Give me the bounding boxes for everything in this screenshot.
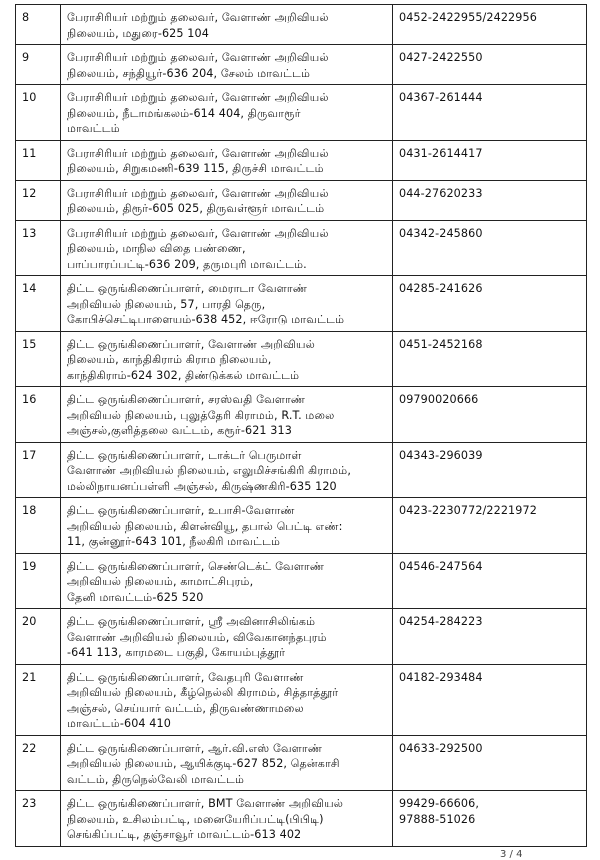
address-line: அஞ்சல்,குளித்தலை வட்டம், கரூர்-621 313 xyxy=(67,424,292,437)
address-line: திட்ட ஒருங்கிணைப்பாளர், ஸ்ரீ அவினாசிலிங்கம் xyxy=(67,615,316,628)
address-cell xyxy=(61,387,393,443)
address-cell xyxy=(61,791,393,847)
address-cell xyxy=(61,85,393,141)
phone-cell xyxy=(393,609,587,665)
phone-cell xyxy=(393,331,587,387)
table-row xyxy=(16,140,587,180)
table-row xyxy=(16,331,587,387)
phone-number: 044-27620233 xyxy=(399,186,483,200)
page-number: 3 / 4 xyxy=(500,849,523,860)
address-line: நிலையம், மதுரை-625 104 xyxy=(67,26,209,40)
address-cell xyxy=(61,331,393,387)
table-row xyxy=(16,664,587,735)
address-line: தேனி மாவட்டம்-625 520 xyxy=(67,590,204,604)
table-row xyxy=(16,609,587,665)
address-cell xyxy=(61,140,393,180)
address-line: பேராசிரியர் மற்றும் தலைவர், வேளாண் அறிவியல் xyxy=(67,146,329,160)
address-line: மாவட்டம்-604 410 xyxy=(67,717,171,730)
phone-cell xyxy=(393,735,587,791)
row-number: 13 xyxy=(16,220,61,276)
phone-cell xyxy=(393,498,587,554)
table-row xyxy=(16,45,587,85)
address-line: பேராசிரியர் மற்றும் தலைவர், வேளாண் அறிவியல் xyxy=(67,51,329,64)
address-line: பேராசிரியர் மற்றும் தலைவர், வேளாண் அறிவியல் xyxy=(67,91,329,104)
address-line: நிலையம், உசிலம்பட்டி, மனையேரிப்பட்டி(பிபிடி) xyxy=(67,812,324,826)
row-number: 8 xyxy=(16,5,61,45)
table-row xyxy=(16,85,587,141)
address-line: பேராசிரியர் மற்றும் தலைவர், வேளாண் அறிவியல் xyxy=(67,11,329,24)
address-line: நிலையம், மாநில விதை பண்ணை, xyxy=(67,242,246,255)
phone-number: 09790020666 xyxy=(399,393,479,406)
address-line: அறிவியல் நிலையம், காமாட்சிபுரம், xyxy=(67,575,254,588)
address-line: திட்ட ஒருங்கிணைப்பாளர், செண்டெக்ட் வேளாண் xyxy=(67,559,325,573)
address-line: பாப்பாரப்பட்டி-636 209, தருமபுரி மாவட்டம். xyxy=(67,257,307,271)
phone-cell xyxy=(393,387,587,443)
address-line: மல்லிநாயனப்பள்ளி அஞ்சல், கிருஷ்ணகிரி-635 120 xyxy=(67,479,337,493)
phone-number: 99429-66606, xyxy=(399,797,479,810)
row-number: 17 xyxy=(16,442,61,498)
address-cell xyxy=(61,5,393,45)
address-cell xyxy=(61,276,393,332)
table-row xyxy=(16,387,587,443)
phone-number: 04285-241626 xyxy=(399,282,483,295)
row-number: 10 xyxy=(16,85,61,141)
phone-cell xyxy=(393,220,587,276)
row-number: 9 xyxy=(16,45,61,85)
address-line: திட்ட ஒருங்கிணைப்பாளர், BMT வேளாண் அறிவியல் xyxy=(67,797,344,810)
row-number: 15 xyxy=(16,331,61,387)
phone-number: 0431-2614417 xyxy=(399,146,483,160)
table-row xyxy=(16,5,587,45)
phone-number: 04633-292500 xyxy=(399,741,483,755)
row-number: 20 xyxy=(16,609,61,665)
address-line: அறிவியல் நிலையம், 57, பாரதி தெரு, xyxy=(67,297,266,311)
phone-cell xyxy=(393,276,587,332)
phone-cell xyxy=(393,442,587,498)
address-line: திட்ட ஒருங்கிணைப்பாளர், உபாசி-வேளாண் xyxy=(67,504,295,517)
phone-cell xyxy=(393,140,587,180)
address-line: வட்டம், திருநெல்வேலி மாவட்டம் xyxy=(67,772,245,786)
row-number: 23 xyxy=(16,791,61,847)
address-line: செங்கிப்பட்டி, தஞ்சாவூர் மாவட்டம்-613 402 xyxy=(67,828,302,841)
row-number: 19 xyxy=(16,553,61,609)
phone-number: 04367-261444 xyxy=(399,91,483,104)
address-cell xyxy=(61,45,393,85)
address-line: நிலையம், சிறுகமணி-639 115, திருச்சி மாவட்டம் xyxy=(67,162,324,175)
address-line: -641 113, காரமடை பகுதி, கோயம்புத்தூர் xyxy=(67,646,286,659)
address-line: திட்ட ஒருங்கிணைப்பாளர், சரஸ்வதி வேளாண் xyxy=(67,393,306,406)
table-row xyxy=(16,442,587,498)
phone-number: 0427-2422550 xyxy=(399,51,483,64)
row-number: 22 xyxy=(16,735,61,791)
address-line: நிலையம், காந்திகிராம் கிராம நிலையம், xyxy=(67,353,272,366)
address-line: நிலையம், திரூர்-605 025, திருவள்ளூர் மாவட்டம் xyxy=(67,202,325,215)
address-cell xyxy=(61,553,393,609)
address-line: அறிவியல் நிலையம், புலுத்தேரி கிராமம், R.T. மலை xyxy=(67,408,335,422)
address-cell xyxy=(61,442,393,498)
phone-cell xyxy=(393,85,587,141)
row-number: 21 xyxy=(16,664,61,735)
phone-number: 0451-2452168 xyxy=(399,337,483,351)
table-row xyxy=(16,498,587,554)
phone-number: 0452-2422955/2422956 xyxy=(399,11,537,24)
phone-number: 04342-245860 xyxy=(399,226,483,240)
table-row xyxy=(16,180,587,220)
address-cell xyxy=(61,609,393,665)
address-line: காந்திகிராம்-624 302, திண்டுக்கல் மாவட்டம் xyxy=(67,368,300,382)
phone-cell xyxy=(393,553,587,609)
address-line: திட்ட ஒருங்கிணைப்பாளர், வேளாண் அறிவியல் xyxy=(67,337,316,351)
table-row xyxy=(16,276,587,332)
phone-number: 04254-284223 xyxy=(399,615,483,628)
table-row xyxy=(16,220,587,276)
address-cell xyxy=(61,664,393,735)
phone-number: 97888-51026 xyxy=(399,812,476,826)
table-row xyxy=(16,735,587,791)
address-line: பேராசிரியர் மற்றும் தலைவர், வேளாண் அறிவியல் xyxy=(67,226,329,240)
row-number: 11 xyxy=(16,140,61,180)
address-cell xyxy=(61,735,393,791)
table-body xyxy=(16,5,587,847)
table-row xyxy=(16,791,587,847)
row-number: 14 xyxy=(16,276,61,332)
address-line: திட்ட ஒருங்கிணைப்பாளர், டாக்டர் பெருமாள் xyxy=(67,448,302,462)
table-row xyxy=(16,553,587,609)
contacts-table xyxy=(15,4,587,847)
phone-number: 0423-2230772/2221972 xyxy=(399,504,537,517)
phone-cell xyxy=(393,791,587,847)
address-line: திட்ட ஒருங்கிணைப்பாளர், மைராடா வேளாண் xyxy=(67,282,308,295)
phone-cell xyxy=(393,664,587,735)
address-line: அறிவியல் நிலையம், கிளன்வியூ, தபால் பெட்டி எண்: xyxy=(67,519,343,533)
row-number: 18 xyxy=(16,498,61,554)
address-cell xyxy=(61,498,393,554)
address-line: திட்ட ஒருங்கிணைப்பாளர், ஆர்.வி.எஸ் வேளாண் xyxy=(67,741,323,755)
address-line: நிலையம், சந்தியூர்-636 204, சேலம் மாவட்டம் xyxy=(67,66,311,80)
address-line: வேளாண் அறிவியல் நிலையம், விவேகானந்தபுரம் xyxy=(67,630,327,644)
address-cell xyxy=(61,220,393,276)
address-line: வேளாண் அறிவியல் நிலையம், எலுமிச்சங்கிரி கிராமம், xyxy=(67,464,352,477)
row-number: 12 xyxy=(16,180,61,220)
address-line: நிலையம், நீடாமங்கலம்-614 404, திருவாரூர் xyxy=(67,106,301,120)
address-line: 11, குன்னூர்-643 101, நீலகிரி மாவட்டம் xyxy=(67,535,281,548)
address-line: கோபிச்செட்டிபாளையம்-638 452, ஈரோடு மாவட்டம் xyxy=(67,313,345,326)
phone-number: 04182-293484 xyxy=(399,670,483,684)
address-line: அறிவியல் நிலையம், ஆயிக்குடி-627 852, தென்காசி xyxy=(67,757,340,770)
phone-cell xyxy=(393,45,587,85)
address-line: திட்ட ஒருங்கிணைப்பாளர், வேதபுரி வேளாண் xyxy=(67,670,304,684)
address-line: அஞ்சல், செய்யார் வட்டம், திருவண்ணாமலை xyxy=(67,701,304,715)
phone-cell xyxy=(393,180,587,220)
phone-number: 04343-296039 xyxy=(399,448,483,462)
address-line: மாவட்டம் xyxy=(67,122,120,135)
phone-number: 04546-247564 xyxy=(399,559,483,573)
row-number: 16 xyxy=(16,387,61,443)
phone-cell xyxy=(393,5,587,45)
address-line: அறிவியல் நிலையம், கீழ்நெல்லி கிராமம், சித்தாத்தூர் xyxy=(67,686,339,699)
address-line: பேராசிரியர் மற்றும் தலைவர், வேளாண் அறிவியல் xyxy=(67,186,329,200)
address-cell xyxy=(61,180,393,220)
